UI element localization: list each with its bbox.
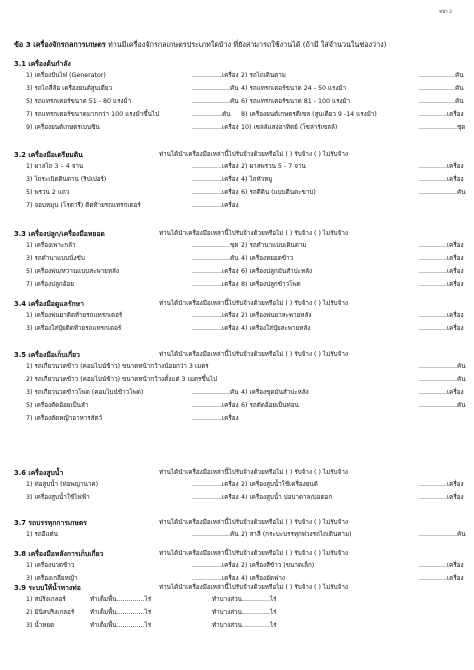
quantity-blank[interactable]: ...................คัน bbox=[419, 189, 466, 196]
quantity-blank[interactable]: ...............เครื่อง bbox=[192, 176, 239, 183]
equipment-row bbox=[14, 82, 466, 95]
equipment-label: 2) รถเกี่ยวนวดข้าว (คอมไบน์ข้าว) ขนาดหน้ากว้างตั้งแต่ 3 เมตรขึ้นไป bbox=[26, 376, 218, 383]
equipment-row bbox=[14, 95, 466, 108]
question-title bbox=[14, 40, 464, 51]
quantity-blank[interactable]: ..................คัน bbox=[419, 98, 464, 105]
equipment-label: 6) เครื่องปลูกมันสำปะหลัง bbox=[241, 268, 313, 275]
equipment-row bbox=[14, 528, 466, 541]
section-3 bbox=[14, 229, 466, 291]
quantity-blank[interactable]: ...............เครื่อง bbox=[192, 72, 239, 79]
section-title: 3.4 เครื่องมือดูแลรักษา bbox=[14, 300, 84, 308]
hire-question[interactable]: ท่านได้นำเครื่องมือเหล่านี้ไปรับจ้างด้วยหรือไม่ ( ) รับจ้าง ( ) ไม่รับจ้าง bbox=[159, 230, 348, 237]
equipment-label: 2) รถไถเดินตาม bbox=[241, 72, 286, 79]
equipment-label: 2) สาลี่ (กระบะบรรทุกพ่วงรถไถเดินตาม) bbox=[241, 531, 352, 538]
quantity-blank[interactable]: ...............เครื่อง bbox=[192, 202, 239, 209]
quantity-blank[interactable]: ...............เครื่อง bbox=[192, 415, 239, 422]
equipment-row bbox=[14, 173, 466, 186]
equipment-label: 4) ไถหัวหมู bbox=[241, 176, 273, 183]
quantity-blank[interactable]: ...............เครื่อง bbox=[192, 163, 239, 170]
question-heading: ข้อ 3 เครื่องจักรกลการเกษตร bbox=[14, 40, 106, 49]
quantity-blank[interactable]: ...............เครื่อง bbox=[192, 325, 239, 332]
quantity-blank[interactable]: ...................คัน bbox=[419, 402, 466, 409]
irrigation-label: 3) น้ำหยด bbox=[26, 622, 55, 629]
quantity-blank[interactable]: ...............คัน bbox=[192, 111, 231, 118]
equipment-row bbox=[14, 199, 466, 212]
equipment-label: 8) เครื่องปลูกข้าวโพด bbox=[241, 281, 301, 288]
equipment-label: 4) เครื่องอัดฟาง bbox=[241, 575, 286, 582]
equipment-label: 1) ท่อสูบน้ำ (ท่อพญานาค) bbox=[26, 481, 99, 488]
hire-question[interactable]: ท่านได้นำเครื่องมือเหล่านี้ไปรับจ้างด้วยหรือไม่ ( ) รับจ้าง ( ) ไม่รับจ้าง bbox=[159, 151, 348, 158]
section-6 bbox=[14, 468, 466, 504]
page-number: หน้า 2 bbox=[439, 10, 452, 15]
equipment-label: 5) เครื่องตัดอ้อยเป็นลำ bbox=[26, 402, 89, 409]
quantity-blank[interactable]: ...................คัน bbox=[419, 363, 466, 370]
partial-area-blank[interactable]: ทำบางส่วน..............ไร่ bbox=[212, 609, 277, 616]
section-header bbox=[14, 150, 466, 160]
equipment-label: 7) จอบหมุน (โรตารี่) ติดท้ายรถแทรกเตอร์ bbox=[26, 202, 141, 209]
equipment-label: 9) เครื่องยนต์เกษตรเบนซิน bbox=[26, 124, 100, 131]
irrigation-row bbox=[14, 619, 466, 632]
quantity-blank[interactable]: ...................คัน bbox=[419, 531, 466, 538]
hire-question[interactable]: ท่านได้นำเครื่องมือเหล่านี้ไปรับจ้างด้วยหรือไม่ ( ) รับจ้าง ( ) ไม่รับจ้าง bbox=[159, 550, 348, 557]
equipment-label: 3) เครื่องสูบน้ำใช้ไฟฟ้า bbox=[26, 494, 90, 501]
quantity-blank[interactable]: ..................คัน bbox=[419, 72, 464, 79]
quantity-blank[interactable]: ..............เครื่อง bbox=[419, 176, 464, 183]
equipment-row bbox=[14, 491, 466, 504]
equipment-row bbox=[14, 373, 466, 386]
section-5 bbox=[14, 350, 466, 425]
section-header bbox=[14, 583, 466, 593]
equipment-label: 1) ผาลไถ 3 – 4 จาน bbox=[26, 163, 84, 170]
section-title: 3.3 เครื่องปลูก/เครื่องมือหยอด bbox=[14, 230, 105, 238]
full-area-blank[interactable]: ทำเต็มพื้น..............ไร่ bbox=[90, 622, 152, 629]
hire-question[interactable]: ท่านได้นำเครื่องมือเหล่านี้ไปรับจ้างด้วยหรือไม่ ( ) รับจ้าง ( ) ไม่รับจ้าง bbox=[159, 351, 348, 358]
section-title: 3.7 รถบรรทุกการเกษตร bbox=[14, 519, 87, 527]
equipment-row bbox=[14, 478, 466, 491]
equipment-row bbox=[14, 186, 466, 199]
full-area-blank[interactable]: ทำเต็มพื้น..............ไร่ bbox=[90, 609, 152, 616]
equipment-row bbox=[14, 160, 466, 173]
equipment-label: 1) เครื่องเพาะกล้า bbox=[26, 242, 76, 249]
equipment-label: 1) รถเกี่ยวนวดข้าว (คอมไบน์ข้าว) ขนาดหน้ากว้างน้อยกว่า 3 เมตร bbox=[26, 363, 209, 370]
quantity-blank[interactable]: ..............เครื่อง bbox=[419, 111, 464, 118]
equipment-row bbox=[14, 265, 466, 278]
equipment-label: 3) ไถระเบิดดินดาน (ริปเปอร์) bbox=[26, 176, 107, 183]
quantity-blank[interactable]: ..............เครื่อง bbox=[419, 312, 464, 319]
quantity-blank[interactable]: ..............เครื่อง bbox=[419, 242, 464, 249]
equipment-label: 2) รถดำนาแบบเดินตาม bbox=[241, 242, 307, 249]
equipment-label: 5) เครื่องพ่น/หว่านแบบสะพายหลัง bbox=[26, 268, 119, 275]
equipment-label: 3) รถไถสี่ล้อ เครื่องยนต์สูบเดียว bbox=[26, 85, 113, 92]
hire-question[interactable]: ท่านได้นำเครื่องมือเหล่านี้ไปรับจ้างด้วยหรือไม่ ( ) รับจ้าง ( ) ไม่รับจ้าง bbox=[159, 519, 348, 526]
section-title: 3.5 เครื่องมือเก็บเกี่ยว bbox=[14, 351, 80, 359]
equipment-label: 10) เซลล์แสงอาทิตย์ (โซล่าร์เซลล์) bbox=[241, 124, 338, 131]
equipment-label: 8) เครื่องยนต์เกษตรดีเซล (สูบเดียว 9 -14 แรงม้า) bbox=[241, 111, 377, 118]
section-header bbox=[14, 350, 466, 360]
hire-question[interactable]: ท่านได้นำเครื่องมือเหล่านี้ไปรับจ้างด้วยหรือไม่ ( ) รับจ้าง ( ) ไม่รับจ้าง bbox=[159, 469, 348, 476]
equipment-label: 7) เครื่องตัดหญ้าอาหารสัตว์ bbox=[26, 415, 103, 422]
equipment-label: 3) เครื่องเกลี่ยหญ้า bbox=[26, 575, 78, 582]
quantity-blank[interactable]: ..............เครื่อง bbox=[419, 268, 464, 275]
equipment-label: 7) เครื่องปลูกอ้อย bbox=[26, 281, 74, 288]
section-title: 3.9 ระบบให้น้ำทางท่อ bbox=[14, 584, 81, 592]
irrigation-row bbox=[14, 593, 466, 606]
section-title: 3.1 เครื่องต้นกำลัง bbox=[14, 60, 71, 68]
quantity-blank[interactable]: ..............เครื่อง bbox=[419, 575, 464, 582]
equipment-label: 3) เครื่องใส่ปุ๋ยติดท้ายรถแทรกเตอร์ bbox=[26, 325, 122, 332]
equipment-label: 4) เครื่องใส่ปุ๋ยสะพายหลัง bbox=[241, 325, 311, 332]
equipment-label: 4) เครื่องหยอดข้าว bbox=[241, 255, 294, 262]
quantity-blank[interactable]: ..............เครื่อง bbox=[419, 562, 464, 569]
equipment-label: 2) เครื่องสีข้าว (ขนาดเล็ก) bbox=[241, 562, 315, 569]
equipment-label: 3) รถดำนาแบบนั่งขับ bbox=[26, 255, 85, 262]
quantity-blank[interactable]: ...................คัน bbox=[192, 85, 239, 92]
equipment-row bbox=[14, 69, 466, 82]
quantity-blank[interactable]: ..............เครื่อง bbox=[419, 163, 464, 170]
quantity-blank[interactable]: ..............เครื่อง bbox=[419, 281, 464, 288]
section-2 bbox=[14, 150, 466, 212]
quantity-blank[interactable]: ..............เครื่อง bbox=[419, 325, 464, 332]
section-header bbox=[14, 468, 466, 478]
quantity-blank[interactable]: ...............เครื่อง bbox=[192, 481, 239, 488]
equipment-row bbox=[14, 309, 466, 322]
quantity-blank[interactable]: ...............เครื่อง bbox=[192, 312, 239, 319]
section-7 bbox=[14, 518, 466, 541]
section-title: 3.2 เครื่องมือเตรียมดิน bbox=[14, 151, 83, 159]
section-1 bbox=[14, 59, 466, 134]
full-area-blank[interactable]: ทำเต็มพื้น..............ไร่ bbox=[90, 596, 152, 603]
equipment-label: 4) เครื่องขุดมันสำปะหลัง bbox=[241, 389, 309, 396]
hire-question[interactable]: ท่านได้นำเครื่องมือเหล่านี้ไปรับจ้างด้วยหรือไม่ ( ) รับจ้าง ( ) ไม่รับจ้าง bbox=[159, 584, 348, 591]
quantity-blank[interactable]: ...............เครื่อง bbox=[192, 575, 239, 582]
quantity-blank[interactable]: ...............เครื่อง bbox=[192, 402, 239, 409]
equipment-label: 1) เครื่องปั่นไฟ (Generator) bbox=[26, 72, 106, 79]
equipment-label: 7) รถแทรกเตอร์ขนาดมากกว่า 100 แรงม้าขึ้นไป bbox=[26, 111, 160, 118]
equipment-row bbox=[14, 322, 466, 335]
quantity-blank[interactable]: ...................ชุด bbox=[419, 124, 466, 131]
equipment-row bbox=[14, 399, 466, 412]
quantity-blank[interactable]: ..............เครื่อง bbox=[419, 389, 464, 396]
equipment-label: 6) รถแทรกเตอร์ขนาด 81 - 100 แรงม้า bbox=[241, 98, 351, 105]
equipment-label: 2) เครื่องพ่นยาสะพายหลัง bbox=[241, 312, 312, 319]
section-8 bbox=[14, 549, 466, 585]
quantity-blank[interactable]: ...................คัน bbox=[192, 98, 239, 105]
quantity-blank[interactable]: ..............เครื่อง bbox=[419, 481, 464, 488]
equipment-row bbox=[14, 121, 466, 134]
equipment-label: 3) รถเกี่ยวนวดข้าวโพด (คอมไบน์ข้าวโพด) bbox=[26, 389, 144, 396]
equipment-label: 1) เครื่องนวดข้าว bbox=[26, 562, 75, 569]
quantity-blank[interactable]: ...............เครื่อง bbox=[192, 494, 239, 501]
question-text: ท่านมีเครื่องจักรกลเกษตรประเภทใดบ้าง ที่ยังสามารถใช้งานได้ (ถ้ามี ใส่จำนวนในช่องว่าง) bbox=[108, 40, 387, 49]
equipment-row bbox=[14, 412, 466, 425]
partial-area-blank[interactable]: ทำบางส่วน..............ไร่ bbox=[212, 596, 277, 603]
equipment-row bbox=[14, 559, 466, 572]
equipment-label: 6) รถตัดอ้อยเป็นท่อน bbox=[241, 402, 299, 409]
equipment-label: 1) รถอีแต๋น bbox=[26, 531, 58, 538]
section-4 bbox=[14, 299, 466, 335]
quantity-blank[interactable]: ...............เครื่อง bbox=[192, 281, 239, 288]
section-9 bbox=[14, 583, 466, 632]
section-header bbox=[14, 299, 466, 309]
equipment-label: 5) พรวน 2 แถว bbox=[26, 189, 70, 196]
equipment-label: 1) เครื่องพ่นยาติดท้ายรถแทรกเตอร์ bbox=[26, 312, 123, 319]
section-header bbox=[14, 229, 466, 239]
quantity-blank[interactable]: ...................ชุด bbox=[192, 242, 239, 249]
quantity-blank[interactable]: ...............เครื่อง bbox=[192, 562, 239, 569]
quantity-blank[interactable]: ...............เครื่อง bbox=[192, 268, 239, 275]
partial-area-blank[interactable]: ทำบางส่วน..............ไร่ bbox=[212, 622, 277, 629]
equipment-row bbox=[14, 108, 466, 121]
quantity-blank[interactable]: ..............เครื่อง bbox=[419, 494, 464, 501]
equipment-label: 2) เครื่องสูบน้ำใช้เครื่องยนต์ bbox=[241, 481, 318, 488]
equipment-row bbox=[14, 278, 466, 291]
equipment-label: 5) รถแทรกเตอร์ขนาด 51 - 80 แรงม้า bbox=[26, 98, 132, 105]
quantity-blank[interactable]: ..............เครื่อง bbox=[419, 255, 464, 262]
quantity-blank[interactable]: ...................คัน bbox=[192, 255, 239, 262]
equipment-label: 4) เครื่องสูบน้ำ บ่อบาดาล/บ่อตอก bbox=[241, 494, 333, 501]
quantity-blank[interactable]: ...................คัน bbox=[192, 531, 239, 538]
quantity-blank[interactable]: ...............เครื่อง bbox=[192, 189, 239, 196]
equipment-label: 2) ผาลพรวน 5 - 7 จาน bbox=[241, 163, 306, 170]
quantity-blank[interactable]: ...................คัน bbox=[192, 389, 239, 396]
equipment-row bbox=[14, 386, 466, 399]
irrigation-label: 2) มินิสปริงเกลอร์ bbox=[26, 609, 75, 616]
section-header bbox=[14, 549, 466, 559]
hire-question[interactable]: ท่านได้นำเครื่องมือเหล่านี้ไปรับจ้างด้วยหรือไม่ ( ) รับจ้าง ( ) ไม่รับจ้าง bbox=[159, 300, 348, 307]
section-title: 3.6 เครื่องสูบน้ำ bbox=[14, 469, 64, 477]
equipment-row bbox=[14, 239, 466, 252]
section-title: 3.8 เครื่องมือหลังการเก็บเกี่ยว bbox=[14, 550, 104, 558]
quantity-blank[interactable]: ..................คัน bbox=[419, 85, 464, 92]
equipment-row bbox=[14, 252, 466, 265]
irrigation-row bbox=[14, 606, 466, 619]
quantity-blank[interactable]: ...................คัน bbox=[419, 376, 466, 383]
irrigation-label: 1) สปริงเกลอร์ bbox=[26, 596, 66, 603]
quantity-blank[interactable]: ...............เครื่อง bbox=[192, 124, 239, 131]
section-header bbox=[14, 59, 466, 69]
equipment-row bbox=[14, 360, 466, 373]
equipment-label: 6) รถตีดิน (แบบตีนตะขาบ) bbox=[241, 189, 316, 196]
equipment-label: 4) รถแทรกเตอร์ขนาด 24 - 50 แรงม้า bbox=[241, 85, 347, 92]
section-header bbox=[14, 518, 466, 528]
